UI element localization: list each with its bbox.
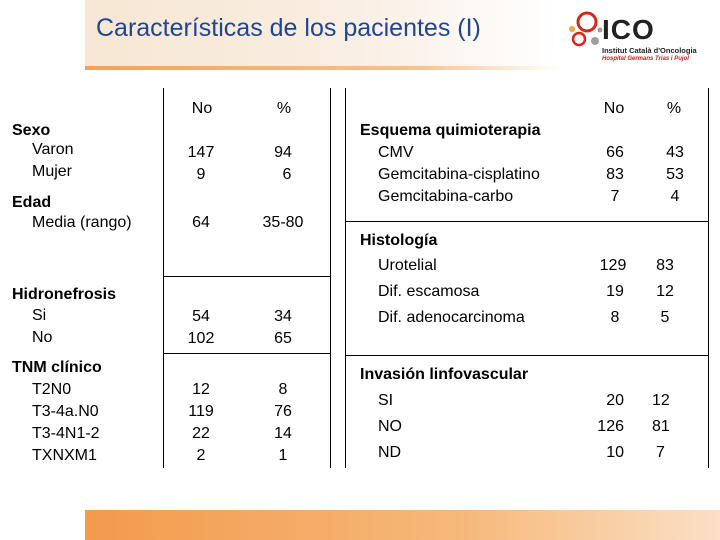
cell-no: 64 xyxy=(192,214,210,231)
cell-no: 7 xyxy=(610,188,620,205)
row-label: Mujer xyxy=(32,163,73,180)
cell-no: 12 xyxy=(192,381,210,398)
cell-pct: 4 xyxy=(670,188,680,205)
section-title-sexo: Sexo xyxy=(12,122,51,139)
cell-no: 119 xyxy=(188,403,214,420)
cell-no: 9 xyxy=(196,166,206,183)
cell-no: 54 xyxy=(192,308,210,325)
cell-no: 126 xyxy=(597,418,624,435)
table-divider xyxy=(330,88,331,468)
section-title-tnm: TNM clínico xyxy=(12,359,102,376)
cell-no: 20 xyxy=(606,392,624,409)
cell-no: 2 xyxy=(196,447,206,464)
cell-pct: 7 xyxy=(656,444,665,461)
cell-pct: 94 xyxy=(274,144,292,161)
row-label: SI xyxy=(378,392,394,409)
cell-no: 10 xyxy=(606,444,624,461)
table-divider xyxy=(163,353,330,354)
cell-no: 8 xyxy=(610,309,620,326)
cell-no: 147 xyxy=(187,144,215,161)
section-title-esquema: Esquema quimioterapia xyxy=(360,122,541,139)
section-title-edad: Edad xyxy=(12,194,52,211)
table-divider xyxy=(163,276,330,277)
row-label: ND xyxy=(378,444,402,461)
section-title-invasion: Invasión linfovascular xyxy=(360,366,529,383)
row-label: Media (rango) xyxy=(32,214,132,231)
row-label: NO xyxy=(378,418,402,435)
cell-no: 19 xyxy=(606,283,624,300)
section-title-histologia: Histología xyxy=(360,232,438,249)
cell-no: 83 xyxy=(606,166,624,183)
cell-pct: 34 xyxy=(274,308,292,325)
section-title-hidronefrosis: Hidronefrosis xyxy=(12,286,117,303)
logo-subtitle: Institut Català d'Oncologia xyxy=(602,46,697,55)
cell-pct: 1 xyxy=(278,447,288,464)
cell-pct: 65 xyxy=(274,330,292,347)
cell-no: 22 xyxy=(192,425,210,442)
logo-name: ICO xyxy=(602,14,655,45)
row-label: T3-4a.N0 xyxy=(32,403,99,420)
cell-pct: 8 xyxy=(278,381,288,398)
cell-no: 129 xyxy=(599,257,627,274)
row-label: Si xyxy=(32,307,47,324)
cell-no: 102 xyxy=(187,330,215,347)
table-divider xyxy=(163,88,164,468)
row-label: Gemcitabina-cisplatino xyxy=(378,166,540,183)
cell-no: 66 xyxy=(606,144,624,161)
cell-pct: 12 xyxy=(656,283,674,300)
row-label: Varon xyxy=(32,141,74,158)
cell-pct: 6 xyxy=(282,166,292,183)
logo-hospital: Hospital Germans Trias i Pujol xyxy=(602,56,689,62)
cell-pct: 53 xyxy=(666,166,684,183)
col-header-pct: % xyxy=(276,100,292,117)
cell-pct: 12 xyxy=(652,392,670,409)
table-divider xyxy=(345,221,708,222)
cell-pct: 83 xyxy=(656,257,674,274)
row-label: Dif. escamosa xyxy=(378,283,480,300)
footer-accent-bar xyxy=(85,510,720,540)
row-label: Urotelial xyxy=(378,257,437,274)
row-label: T2N0 xyxy=(32,381,72,398)
row-label: Dif. adenocarcinoma xyxy=(378,309,525,326)
row-label: Gemcitabina-carbo xyxy=(378,188,514,205)
col-header-pct: % xyxy=(666,100,682,117)
table-divider xyxy=(345,88,346,468)
cell-pct: 43 xyxy=(666,144,684,161)
col-header-no: No xyxy=(191,100,213,117)
row-label: TXNXM1 xyxy=(32,447,97,464)
page-title: Características de los pacientes (I) xyxy=(96,14,481,42)
row-label: CMV xyxy=(378,144,414,161)
col-header-no: No xyxy=(603,100,625,117)
table-divider xyxy=(708,88,709,468)
cell-pct: 5 xyxy=(660,309,670,326)
table-divider xyxy=(345,355,708,356)
header-accent-bar xyxy=(85,66,560,70)
cell-pct: 81 xyxy=(652,418,670,435)
cell-pct: 14 xyxy=(274,425,292,442)
cell-pct: 76 xyxy=(274,403,292,420)
row-label: No xyxy=(32,329,53,346)
row-label: T3-4N1-2 xyxy=(32,425,100,442)
cell-pct: 35-80 xyxy=(262,214,304,231)
